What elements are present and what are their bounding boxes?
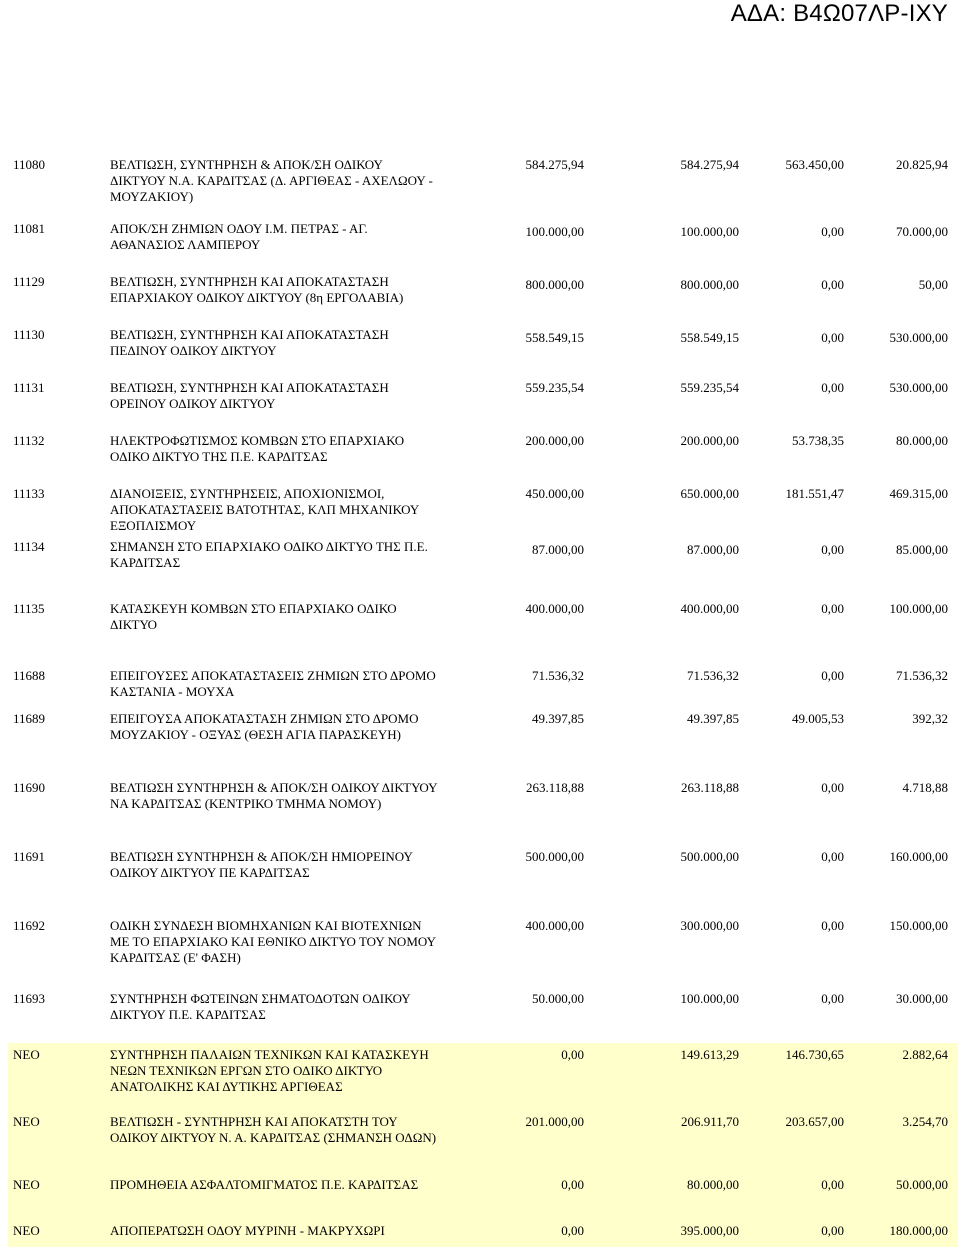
table-row xyxy=(8,601,958,633)
row-value-3: 0,00 xyxy=(821,849,844,864)
row-value-1: 200.000,00 xyxy=(525,433,584,448)
row-value-4: 469.315,00 xyxy=(889,486,948,501)
row-description: ΑΠΟΠΕΡΑΤΩΣΗ ΟΔΟΥ ΜΥΡΙΝΗ - ΜΑΚΡΥΧΩΡΙ xyxy=(110,1223,385,1238)
row-value-1: 263.118,88 xyxy=(525,780,584,795)
row-description: ΣΥΝΤΗΡΗΣΗ ΦΩΤΕΙΝΩΝ ΣΗΜΑΤΟΔΟΤΩΝ ΟΔΙΚΟΥ ΔΙΚΤΥΟΥ Π.Ε. ΚΑΡΔΙΤΣΑΣ xyxy=(110,991,411,1022)
row-description: ΚΑΤΑΣΚΕΥΗ ΚΟΜΒΩΝ ΣΤΟ ΕΠΑΡΧΙΑΚΟ ΟΔΙΚΟ ΔΙΚΤΥΟ xyxy=(110,601,397,632)
row-value-4: 50.000,00 xyxy=(896,1177,948,1192)
row-value-1: 400.000,00 xyxy=(525,918,584,933)
row-value-2: 149.613,29 xyxy=(680,1047,739,1062)
row-description: ΣΗΜΑΝΣΗ ΣΤΟ ΕΠΑΡΧΙΑΚΟ ΟΔΙΚΟ ΔΙΚΤΥΟ ΤΗΣ Π.Ε. ΚΑΡΔΙΤΣΑΣ xyxy=(110,539,428,570)
row-value-4: 160.000,00 xyxy=(889,849,948,864)
table-row xyxy=(8,711,958,743)
row-value-4: 3.254,70 xyxy=(902,1114,948,1129)
row-value-3: 49.005,53 xyxy=(792,711,844,726)
table-row xyxy=(8,380,958,412)
table-row xyxy=(8,780,958,828)
row-value-2: 80.000,00 xyxy=(687,1177,739,1192)
row-code: 11693 xyxy=(13,991,46,1006)
row-value-1: 559.235,54 xyxy=(525,380,584,395)
row-value-1: 558.549,15 xyxy=(525,330,584,345)
row-code: 11131 xyxy=(13,380,45,395)
row-description: ΟΔΙΚΗ ΣΥΝΔΕΣΗ ΒΙΟΜΗΧΑΝΙΩΝ ΚΑΙ ΒΙΟΤΕΧΝΙΩΝ ΜΕ ΤΟ ΕΠΑΡΧΙΑΚΟ ΚΑΙ ΕΘΝΙΚΟ ΔΙΚΤΥΟ ΤΟΥ ΝΟΜΟΥ ΚΑΡΔΙΤΣΑΣ (Ε' ΦΑΣΗ) xyxy=(110,918,436,965)
row-value-4: 71.536,32 xyxy=(896,668,948,683)
table-row xyxy=(8,486,958,534)
row-value-3: 146.730,65 xyxy=(785,1047,844,1062)
row-code: 11690 xyxy=(13,780,46,795)
row-value-3: 0,00 xyxy=(821,330,844,345)
row-value-1: 201.000,00 xyxy=(525,1114,584,1129)
row-code: 11135 xyxy=(13,601,45,616)
table-row xyxy=(8,918,958,966)
row-value-3: 0,00 xyxy=(821,224,844,239)
table-row xyxy=(8,274,958,306)
row-value-4: 180.000,00 xyxy=(889,1223,948,1238)
row-description: ΒΕΛΤΙΩΣΗ, ΣΥΝΤΗΡΗΣΗ ΚΑΙ ΑΠΟΚΑΤΑΣΤΑΣΗ ΠΕΔΙΝΟΥ ΟΔΙΚΟΥ ΔΙΚΤΥΟΥ xyxy=(110,327,389,358)
row-value-3: 53.738,35 xyxy=(792,433,844,448)
row-description: ΕΠΕΙΓΟΥΣΕΣ ΑΠΟΚΑΤΑΣΤΑΣΕΙΣ ΖΗΜΙΩΝ ΣΤΟ ΔΡΟΜΟ ΚΑΣΤΑΝΙΑ - ΜΟΥΧΑ xyxy=(110,668,436,699)
row-description: ΑΠΟΚ/ΣΗ ΖΗΜΙΩΝ ΟΔΟΥ Ι.Μ. ΠΕΤΡΑΣ - ΑΓ. ΑΘΑΝΑΣΙΟΣ ΛΑΜΠΕΡΟΥ xyxy=(110,221,368,252)
row-value-2: 263.118,88 xyxy=(680,780,739,795)
row-value-4: 100.000,00 xyxy=(889,601,948,616)
row-description: ΒΕΛΤΙΩΣΗ, ΣΥΝΤΗΡΗΣΗ ΚΑΙ ΑΠΟΚΑΤΑΣΤΑΣΗ ΕΠΑΡΧΙΑΚΟΥ ΟΔΙΚΟΥ ΔΙΚΤΥΟΥ (8η ΕΡΓΟΛΑΒΙΑ) xyxy=(110,274,404,305)
row-code: 11129 xyxy=(13,274,45,289)
table-row xyxy=(8,849,958,881)
table-row xyxy=(8,539,958,571)
row-description: ΒΕΛΤΙΩΣΗ, ΣΥΝΤΗΡΗΣΗ & ΑΠΟΚ/ΣΗ ΟΔΙΚΟΥ ΔΙΚΤΥΟΥ Ν.Α. ΚΑΡΔΙΤΣΑΣ (Δ. ΑΡΓΙΘΕΑΣ - ΑΧΕΛΩΟΥ - ΜΟΥΖΑΚΙΟΥ) xyxy=(110,157,433,204)
row-value-3: 0,00 xyxy=(821,380,844,395)
row-value-1: 500.000,00 xyxy=(525,849,584,864)
row-value-1: 400.000,00 xyxy=(525,601,584,616)
table-row xyxy=(8,433,958,465)
row-value-1: 0,00 xyxy=(561,1223,584,1238)
row-value-3: 181.551,47 xyxy=(785,486,844,501)
row-value-2: 558.549,15 xyxy=(680,330,739,345)
table-row-highlighted xyxy=(8,1106,958,1169)
row-code: 11130 xyxy=(13,327,45,342)
row-value-2: 206.911,70 xyxy=(680,1114,739,1129)
row-value-2: 100.000,00 xyxy=(680,224,739,239)
row-description: ΒΕΛΤΙΩΣΗ - ΣΥΝΤΗΡΗΣΗ ΚΑΙ ΑΠΟΚΑΤΣΤΗ ΤΟΥ ΟΔΙΚΟΥ ΔΙΚΤΥΟΥ Ν. Α. ΚΑΡΔΙΤΣΑΣ (ΣΗΜΑΝΣΗ ΟΔΩΝ) xyxy=(110,1114,437,1145)
ada-header: ΑΔΑ: Β4Ω07ΛΡ-ΙΧΥ xyxy=(730,0,948,27)
row-value-4: 530.000,00 xyxy=(889,380,948,395)
row-value-2: 71.536,32 xyxy=(687,668,739,683)
row-value-3: 0,00 xyxy=(821,601,844,616)
row-value-1: 87.000,00 xyxy=(532,542,584,557)
row-description: ΣΥΝΤΗΡΗΣΗ ΠΑΛΑΙΩΝ ΤΕΧΝΙΚΩΝ ΚΑΙ ΚΑΤΑΣΚΕΥΗ ΝΕΩΝ ΤΕΧΝΙΚΩΝ ΕΡΓΩΝ ΣΤΟ ΟΔΙΚΟ ΔΙΚΤΥΟ ΑΝΑΤΟΛΙΚΗΣ ΚΑΙ ΔΥΤΙΚΗΣ ΑΡΓΙΘΕΑΣ xyxy=(110,1047,429,1094)
row-value-4: 2.882,64 xyxy=(902,1047,948,1062)
row-code: 11692 xyxy=(13,918,46,933)
row-value-2: 300.000,00 xyxy=(680,918,739,933)
row-value-4: 85.000,00 xyxy=(896,542,948,557)
row-value-1: 0,00 xyxy=(561,1177,584,1192)
row-value-3: 563.450,00 xyxy=(785,157,844,172)
row-value-2: 800.000,00 xyxy=(680,277,739,292)
row-code: 11134 xyxy=(13,539,45,554)
table-row-highlighted xyxy=(8,1043,958,1106)
row-value-4: 392,32 xyxy=(912,711,948,726)
row-code: 11688 xyxy=(13,668,46,683)
row-value-1: 50.000,00 xyxy=(532,991,584,1006)
row-code: 11081 xyxy=(13,221,46,236)
row-description: ΕΠΕΙΓΟΥΣΑ ΑΠΟΚΑΤΑΣΤΑΣΗ ΖΗΜΙΩΝ ΣΤΟ ΔΡΟΜΟ ΜΟΥΖΑΚΙΟΥ - ΟΞΥΑΣ (ΘΕΣΗ ΑΓΙΑ ΠΑΡΑΣΚΕΥΗ) xyxy=(110,711,419,742)
row-value-2: 500.000,00 xyxy=(680,849,739,864)
row-value-4: 530.000,00 xyxy=(889,330,948,345)
table-row xyxy=(8,221,958,253)
row-value-2: 200.000,00 xyxy=(680,433,739,448)
table-row-highlighted xyxy=(8,1169,958,1211)
row-description: ΒΕΛΤΙΩΣΗ, ΣΥΝΤΗΡΗΣΗ ΚΑΙ ΑΠΟΚΑΤΑΣΤΑΣΗ ΟΡΕΙΝΟΥ ΟΔΙΚΟΥ ΔΙΚΤΥΟΥ xyxy=(110,380,389,411)
row-code: 11133 xyxy=(13,486,45,501)
row-value-3: 0,00 xyxy=(821,542,844,557)
row-value-3: 0,00 xyxy=(821,277,844,292)
row-value-2: 87.000,00 xyxy=(687,542,739,557)
row-code: ΝΕΟ xyxy=(13,1223,40,1238)
row-value-4: 80.000,00 xyxy=(896,433,948,448)
row-value-4: 4.718,88 xyxy=(902,780,948,795)
row-description: ΠΡΟΜΗΘΕΙΑ ΑΣΦΑΛΤΟΜΙΓΜΑΤΟΣ Π.Ε. ΚΑΡΔΙΤΣΑΣ xyxy=(110,1177,419,1192)
row-description: ΒΕΛΤΙΩΣΗ ΣΥΝΤΗΡΗΣΗ & ΑΠΟΚ/ΣΗ ΟΔΙΚΟΥ ΔΙΚΤΥΟΥ ΝΑ ΚΑΡΔΙΤΣΑΣ (ΚΕΝΤΡΙΚΟ ΤΜΗΜΑ ΝΟΜΟΥ) xyxy=(110,780,438,811)
row-value-2: 49.397,85 xyxy=(687,711,739,726)
row-value-1: 584.275,94 xyxy=(525,157,584,172)
table-row xyxy=(8,668,958,700)
row-code: ΝΕΟ xyxy=(13,1177,40,1192)
row-value-2: 650.000,00 xyxy=(680,486,739,501)
table-row xyxy=(8,157,958,205)
table-row xyxy=(8,327,958,359)
row-code: 11080 xyxy=(13,157,46,172)
row-code: ΝΕΟ xyxy=(13,1114,40,1129)
row-value-1: 100.000,00 xyxy=(525,224,584,239)
row-value-2: 584.275,94 xyxy=(680,157,739,172)
row-description: ΗΛΕΚΤΡΟΦΩΤΙΣΜΟΣ ΚΟΜΒΩΝ ΣΤΟ ΕΠΑΡΧΙΑΚΟ ΟΔΙΚΟ ΔΙΚΤΥΟ ΤΗΣ Π.Ε. ΚΑΡΔΙΤΣΑΣ xyxy=(110,433,405,464)
row-description: ΒΕΛΤΙΩΣΗ ΣΥΝΤΗΡΗΣΗ & ΑΠΟΚ/ΣΗ ΗΜΙΟΡΕΙΝΟΥ ΟΔΙΚΟΥ ΔΙΚΤΥΟΥ ΠΕ ΚΑΡΔΙΤΣΑΣ xyxy=(110,849,413,880)
row-value-3: 0,00 xyxy=(821,668,844,683)
row-code: 11691 xyxy=(13,849,46,864)
row-code: 11132 xyxy=(13,433,45,448)
row-value-4: 150.000,00 xyxy=(889,918,948,933)
row-value-1: 49.397,85 xyxy=(532,711,584,726)
table-row-highlighted xyxy=(8,1211,958,1247)
row-value-4: 30.000,00 xyxy=(896,991,948,1006)
row-value-3: 0,00 xyxy=(821,1177,844,1192)
row-code: 11689 xyxy=(13,711,46,726)
row-value-3: 203.657,00 xyxy=(785,1114,844,1129)
row-value-2: 100.000,00 xyxy=(680,991,739,1006)
row-value-4: 70.000,00 xyxy=(896,224,948,239)
row-description: ΔΙΑΝΟΙΞΕΙΣ, ΣΥΝΤΗΡΗΣΕΙΣ, ΑΠΟΧΙΟΝΙΣΜΟΙ, ΑΠΟΚΑΤΑΣΤΑΣΕΙΣ ΒΑΤΟΤΗΤΑΣ, ΚΛΠ ΜΗΧΑΝΙΚΟΥ ΕΞΟΠΛΙΣΜΟΥ xyxy=(110,486,419,533)
table-row xyxy=(8,991,958,1023)
row-value-2: 400.000,00 xyxy=(680,601,739,616)
row-value-1: 0,00 xyxy=(561,1047,584,1062)
row-value-3: 0,00 xyxy=(821,1223,844,1238)
row-code: ΝΕΟ xyxy=(13,1047,40,1062)
row-value-1: 71.536,32 xyxy=(532,668,584,683)
row-value-3: 0,00 xyxy=(821,780,844,795)
row-value-1: 450.000,00 xyxy=(525,486,584,501)
row-value-3: 0,00 xyxy=(821,991,844,1006)
row-value-4: 50,00 xyxy=(918,277,948,292)
row-value-1: 800.000,00 xyxy=(525,277,584,292)
row-value-4: 20.825,94 xyxy=(896,157,948,172)
row-value-2: 559.235,54 xyxy=(680,380,739,395)
row-value-3: 0,00 xyxy=(821,918,844,933)
row-value-2: 395.000,00 xyxy=(680,1223,739,1238)
